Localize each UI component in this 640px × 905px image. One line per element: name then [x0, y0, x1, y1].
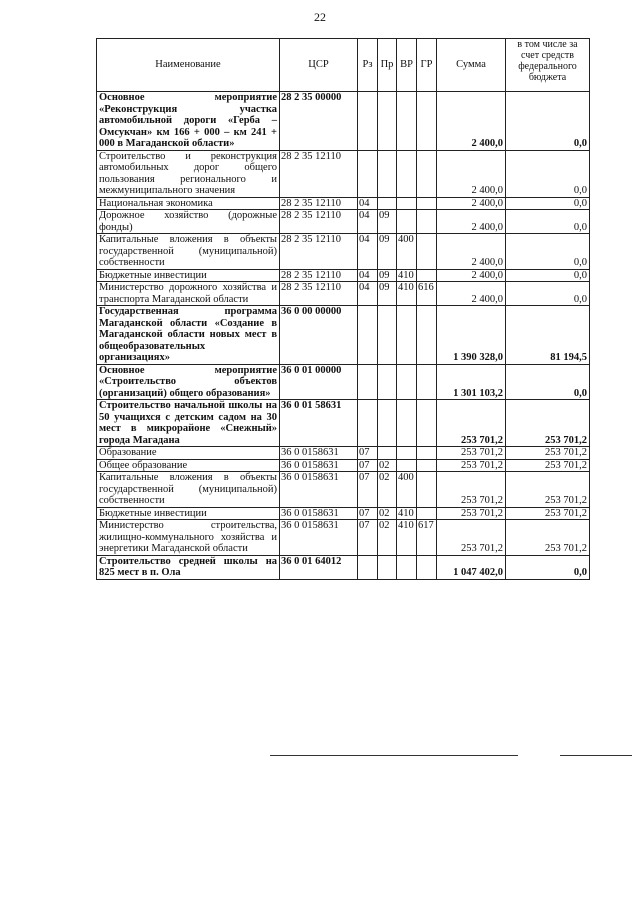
cell-federal: 253 701,2 [506, 520, 590, 556]
cell-name: Строительство и реконструкция автомобильных дорог общего пользования регионального и межмуниципального значения [97, 150, 280, 197]
cell-pr: 09 [378, 234, 397, 270]
cell-csr: 28 2 35 12110 [280, 282, 358, 306]
cell-pr [378, 447, 397, 460]
cell-rz: 07 [358, 520, 378, 556]
cell-rz: 04 [358, 197, 378, 210]
table-row [97, 197, 590, 210]
cell-gr [417, 507, 437, 520]
cell-rz: 04 [358, 210, 378, 234]
cell-csr: 36 0 0158631 [280, 520, 358, 556]
cell-federal: 0,0 [506, 269, 590, 282]
cell-vr: 410 [397, 507, 417, 520]
table-row [97, 234, 590, 270]
cell-pr [378, 400, 397, 447]
header-csr: ЦСР [280, 39, 358, 92]
cell-gr [417, 210, 437, 234]
cell-name: Капитальные вложения в объекты государственной (муниципальной) собственности [97, 234, 280, 270]
cell-vr [397, 555, 417, 579]
cell-vr: 400 [397, 234, 417, 270]
cell-csr: 36 0 0158631 [280, 507, 358, 520]
cell-rz [358, 150, 378, 197]
cell-sum: 253 701,2 [437, 507, 506, 520]
cell-vr: 410 [397, 282, 417, 306]
cell-csr: 36 0 00 00000 [280, 306, 358, 365]
table-row [97, 92, 590, 151]
cell-name: Бюджетные инвестиции [97, 269, 280, 282]
cell-federal: 0,0 [506, 197, 590, 210]
cell-gr [417, 555, 437, 579]
cell-federal: 81 194,5 [506, 306, 590, 365]
cell-gr [417, 306, 437, 365]
cell-rz: 07 [358, 459, 378, 472]
cell-vr [397, 364, 417, 400]
header-vr: ВР [397, 39, 417, 92]
cell-vr: 410 [397, 269, 417, 282]
cell-vr: 410 [397, 520, 417, 556]
cell-sum: 2 400,0 [437, 269, 506, 282]
cell-csr: 36 0 0158631 [280, 447, 358, 460]
cell-gr [417, 197, 437, 210]
cell-sum: 1 390 328,0 [437, 306, 506, 365]
table-body [97, 92, 590, 580]
cell-federal: 253 701,2 [506, 472, 590, 508]
cell-sum: 253 701,2 [437, 472, 506, 508]
cell-pr: 02 [378, 472, 397, 508]
table-row [97, 150, 590, 197]
cell-gr [417, 364, 437, 400]
cell-federal: 0,0 [506, 234, 590, 270]
footer-separator-left [270, 755, 518, 756]
table-row [97, 306, 590, 365]
cell-sum: 1 301 103,2 [437, 364, 506, 400]
cell-sum: 2 400,0 [437, 92, 506, 151]
cell-csr: 28 2 35 12110 [280, 234, 358, 270]
cell-pr: 02 [378, 520, 397, 556]
cell-rz: 07 [358, 507, 378, 520]
cell-federal: 0,0 [506, 555, 590, 579]
cell-rz [358, 400, 378, 447]
cell-vr [397, 197, 417, 210]
cell-pr [378, 555, 397, 579]
cell-vr [397, 447, 417, 460]
table-row [97, 472, 590, 508]
table-row [97, 269, 590, 282]
cell-gr [417, 472, 437, 508]
cell-sum: 2 400,0 [437, 282, 506, 306]
cell-sum: 2 400,0 [437, 150, 506, 197]
cell-name: Министерство строительства, жилищно-коммунального хозяйства и энергетики Магаданской области [97, 520, 280, 556]
cell-sum: 253 701,2 [437, 459, 506, 472]
cell-name: Национальная экономика [97, 197, 280, 210]
page-number: 22 [314, 10, 326, 24]
cell-csr: 28 2 35 00000 [280, 92, 358, 151]
header-pr: Пр [378, 39, 397, 92]
table-row [97, 364, 590, 400]
cell-vr [397, 92, 417, 151]
table-row [97, 400, 590, 447]
cell-federal: 0,0 [506, 210, 590, 234]
cell-gr [417, 150, 437, 197]
cell-vr [397, 210, 417, 234]
cell-sum: 1 047 402,0 [437, 555, 506, 579]
cell-csr: 36 0 0158631 [280, 459, 358, 472]
cell-name: Бюджетные инвестиции [97, 507, 280, 520]
cell-rz: 04 [358, 269, 378, 282]
cell-sum: 2 400,0 [437, 197, 506, 210]
cell-federal: 0,0 [506, 92, 590, 151]
table-row [97, 282, 590, 306]
table-row [97, 555, 590, 579]
cell-csr: 36 0 0158631 [280, 472, 358, 508]
table-row [97, 447, 590, 460]
cell-csr: 28 2 35 12110 [280, 150, 358, 197]
cell-csr: 28 2 35 12110 [280, 197, 358, 210]
cell-pr [378, 364, 397, 400]
table-row [97, 210, 590, 234]
cell-rz [358, 92, 378, 151]
cell-name: Министерство дорожного хозяйства и транспорта Магаданской области [97, 282, 280, 306]
cell-vr [397, 459, 417, 472]
table-row [97, 507, 590, 520]
cell-gr [417, 234, 437, 270]
cell-name: Общее образование [97, 459, 280, 472]
cell-pr [378, 197, 397, 210]
footer-separator-right [560, 755, 632, 756]
cell-name: Образование [97, 447, 280, 460]
cell-sum: 253 701,2 [437, 447, 506, 460]
cell-name: Дорожное хозяйство (дорожные фонды) [97, 210, 280, 234]
cell-csr: 28 2 35 12110 [280, 269, 358, 282]
cell-federal: 253 701,2 [506, 400, 590, 447]
cell-vr [397, 400, 417, 447]
cell-rz: 04 [358, 234, 378, 270]
cell-vr [397, 150, 417, 197]
cell-gr [417, 92, 437, 151]
cell-pr: 09 [378, 210, 397, 234]
cell-federal: 0,0 [506, 150, 590, 197]
cell-pr: 02 [378, 459, 397, 472]
cell-gr: 616 [417, 282, 437, 306]
cell-rz: 07 [358, 447, 378, 460]
cell-pr: 09 [378, 282, 397, 306]
cell-rz [358, 555, 378, 579]
cell-vr [397, 306, 417, 365]
cell-sum: 2 400,0 [437, 210, 506, 234]
cell-federal: 0,0 [506, 282, 590, 306]
cell-name: Государственная программа Магаданской области «Создание в Магаданской области новых мест в общеобразовательных организациях» [97, 306, 280, 365]
header-gr: ГР [417, 39, 437, 92]
cell-sum: 253 701,2 [437, 520, 506, 556]
cell-name: Капитальные вложения в объекты государственной (муниципальной) собственности [97, 472, 280, 508]
cell-vr: 400 [397, 472, 417, 508]
header-sum: Сумма [437, 39, 506, 92]
table-row [97, 459, 590, 472]
cell-name: Основное мероприятие «Реконструкция участка автомобильной дороги «Герба – Омсукчан» км 166 + 000 – км 241 + 000 в Магаданской области» [97, 92, 280, 151]
cell-pr [378, 150, 397, 197]
cell-pr [378, 92, 397, 151]
cell-rz: 07 [358, 472, 378, 508]
cell-pr [378, 306, 397, 365]
cell-federal: 253 701,2 [506, 447, 590, 460]
cell-pr: 09 [378, 269, 397, 282]
budget-table [96, 38, 590, 580]
cell-gr [417, 269, 437, 282]
cell-gr: 617 [417, 520, 437, 556]
cell-pr: 02 [378, 507, 397, 520]
cell-csr: 36 0 01 58631 [280, 400, 358, 447]
cell-csr: 28 2 35 12110 [280, 210, 358, 234]
header-federal: в том числе за счет средств федерального бюджета [506, 39, 590, 92]
cell-rz: 04 [358, 282, 378, 306]
cell-federal: 253 701,2 [506, 459, 590, 472]
cell-csr: 36 0 01 00000 [280, 364, 358, 400]
cell-rz [358, 364, 378, 400]
cell-federal: 253 701,2 [506, 507, 590, 520]
cell-sum: 253 701,2 [437, 400, 506, 447]
table-header-row [97, 39, 590, 92]
cell-gr [417, 459, 437, 472]
cell-federal: 0,0 [506, 364, 590, 400]
header-rz: Рз [358, 39, 378, 92]
header-name: Наименование [97, 39, 280, 92]
cell-csr: 36 0 01 64012 [280, 555, 358, 579]
table-row [97, 520, 590, 556]
cell-name: Строительство начальной школы на 50 учащихся с детским садом на 30 мест в микрорайоне «Снежный» города Магадана [97, 400, 280, 447]
cell-name: Основное мероприятие «Строительство объектов (организаций) общего образования» [97, 364, 280, 400]
cell-name: Строительство средней школы на 825 мест в п. Ола [97, 555, 280, 579]
cell-sum: 2 400,0 [437, 234, 506, 270]
cell-gr [417, 400, 437, 447]
cell-rz [358, 306, 378, 365]
cell-gr [417, 447, 437, 460]
